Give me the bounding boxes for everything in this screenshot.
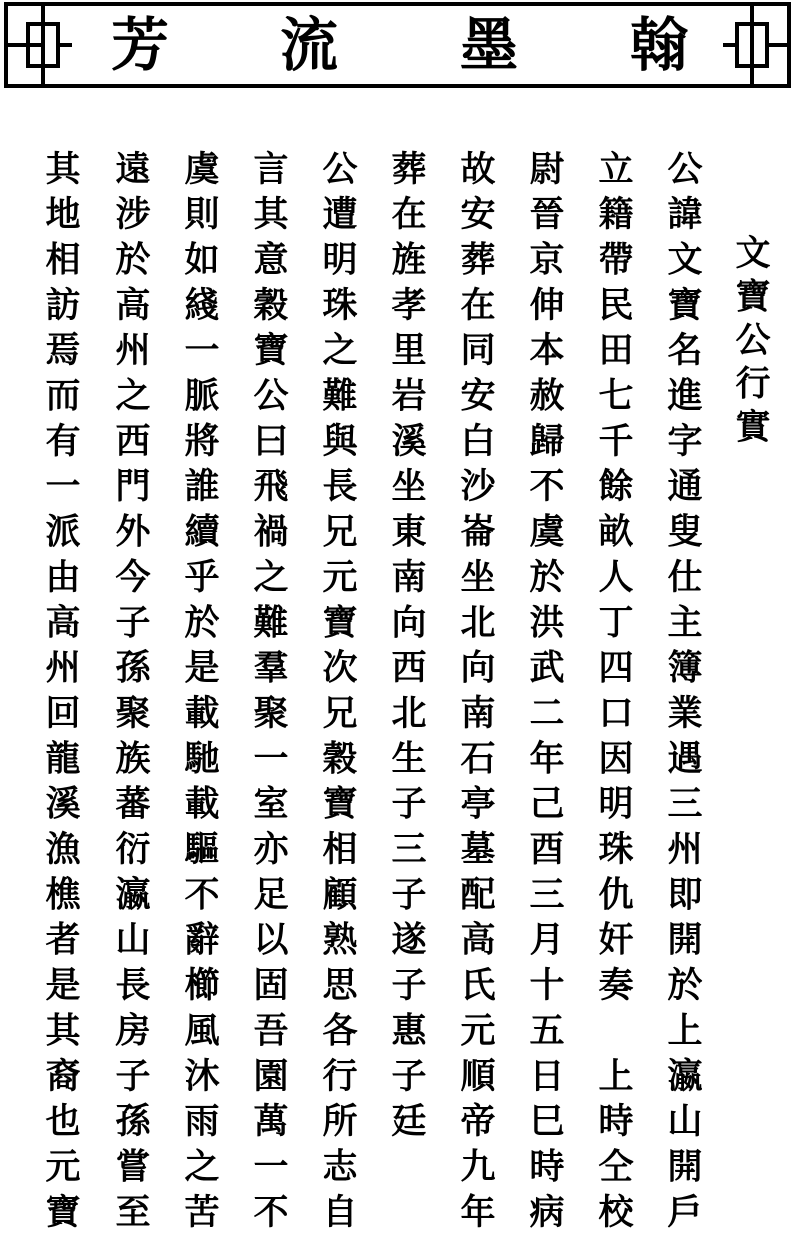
banner-title-char-1: 芳 [111,11,170,79]
text-column-8: 虞則如綫一脈將誰續乎於是載馳載驅不辭櫛風沐雨之苦 [179,150,220,1238]
text-column-6: 公遭明珠之難與長兄元寶次兄穀寶相顧熟思各行所志自 [317,150,358,1238]
fret-ornament-left-icon [8,6,72,84]
header-banner [4,2,791,88]
text-column-5: 葬在旌孝里岩溪坐東南向西北生子三子遂子惠子廷 [386,150,427,1148]
fret-ornament-right-icon [723,6,787,84]
text-column-3: 尉晉京伸本赦歸不虞於洪武二年己酉三月十五日巳時病 [524,150,565,1238]
text-column-9: 遠涉於高州之西門外今子孫聚族蕃衍瀛山長房子孫嘗至 [110,150,151,1238]
banner-title-char-2: 流 [280,11,339,79]
banner-title-char-4: 翰 [630,11,689,79]
text-column-2: 立籍帶民田七千餘畝人丁四口因明珠仇奸奏 上時仝校 [593,150,634,1238]
text-column-1: 公諱文寶名進字通叟仕主簿業遇三州即開於上瀛山開戶 [662,150,703,1238]
text-column-10: 其地相訪焉而有一派由高州回龍溪漁樵者是其裔也元寶 [40,150,81,1238]
text-column-7: 言其意穀寶公曰飛禍之難羣聚一室亦足以固吾園萬一不 [248,150,289,1238]
banner-title-char-3: 墨 [460,11,519,79]
text-column-4: 故安葬在同安白沙崙坐北向南石亭墓配高氏元順帝九年 [455,150,496,1238]
section-heading: 文寶公行實 [730,234,771,452]
